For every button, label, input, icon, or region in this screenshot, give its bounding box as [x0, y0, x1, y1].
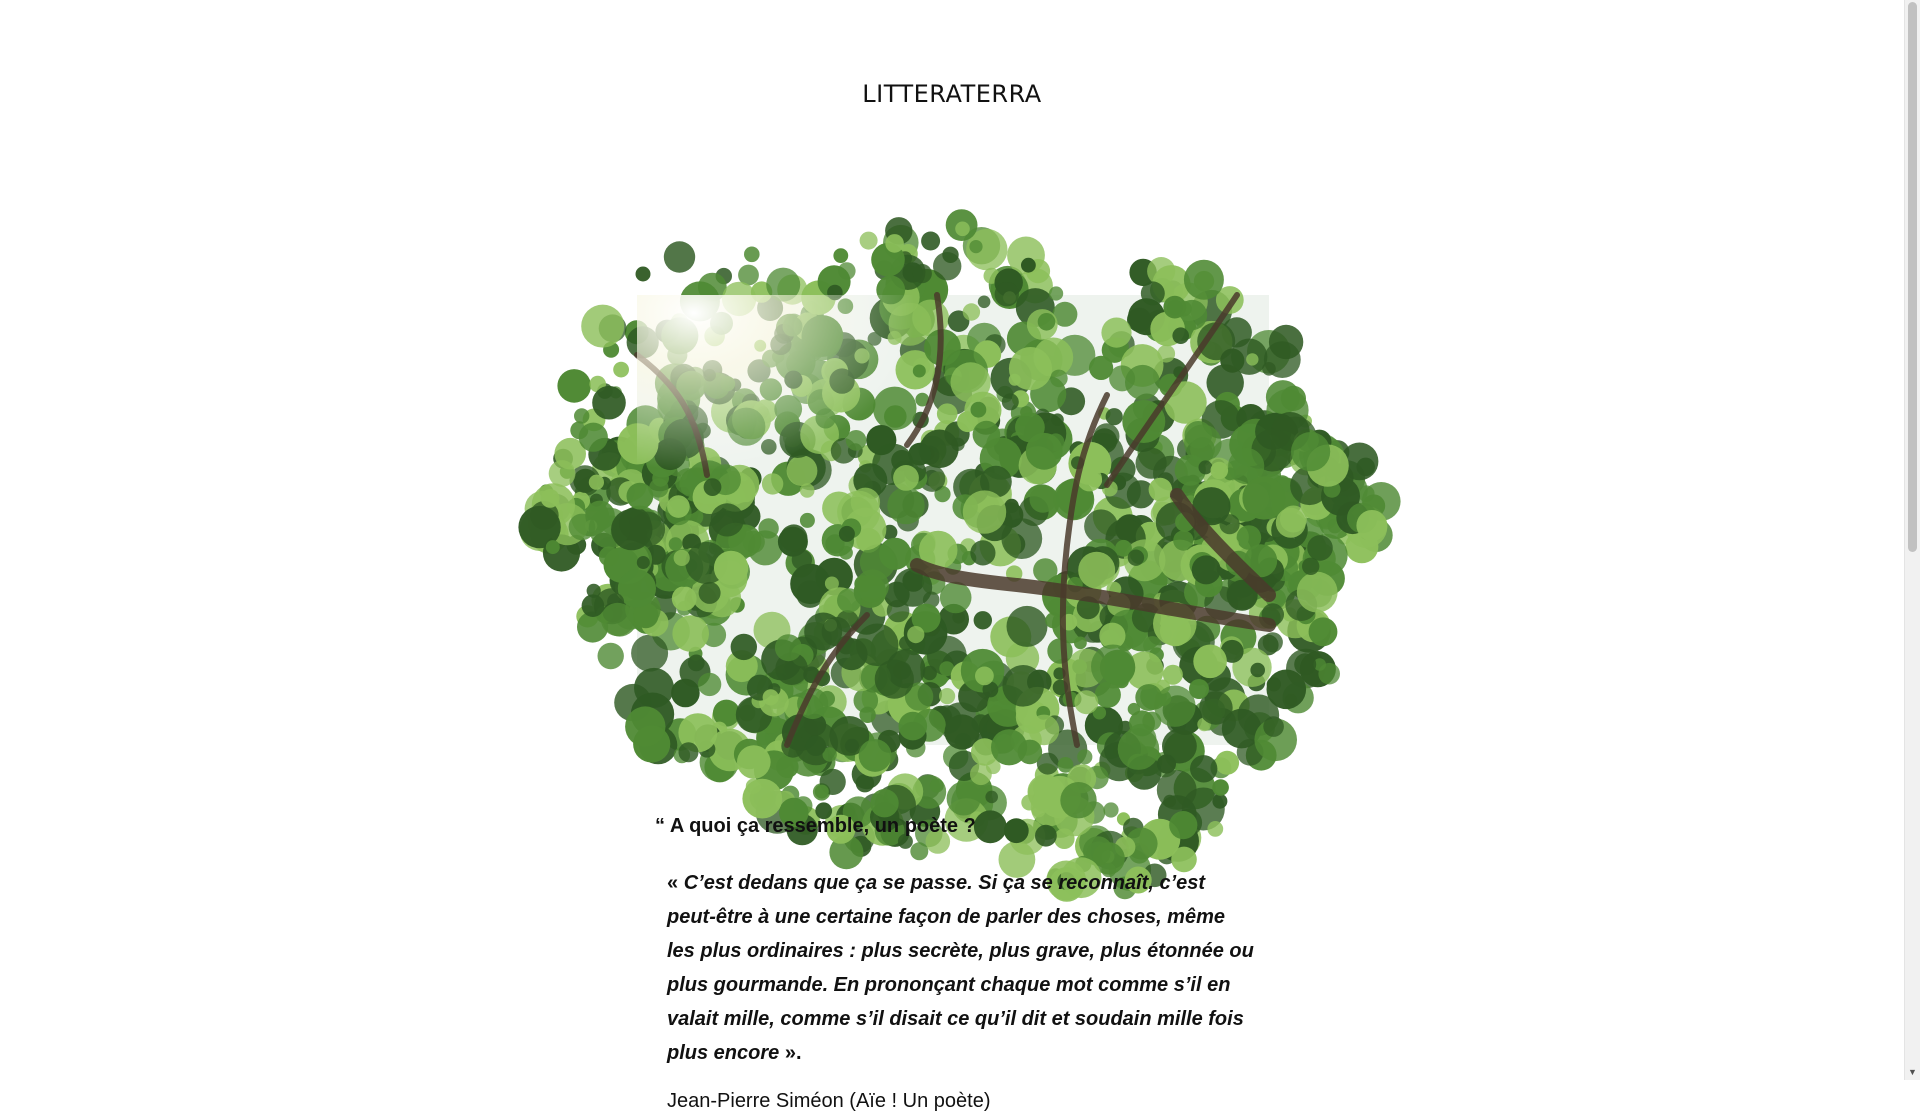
site-title-link[interactable]: LITTERATERRA	[862, 80, 1042, 108]
vertical-scrollbar[interactable]	[1904, 0, 1920, 1080]
quote-body	[667, 866, 1257, 1070]
quote-section	[655, 815, 1255, 1113]
quote-author: Jean-Pierre Siméon (Aïe ! Un poète)	[667, 1090, 991, 1112]
quote-open-mark: «	[667, 872, 684, 894]
scroll-down-arrow-icon[interactable]: ▼	[1908, 1067, 1917, 1077]
hero-image	[637, 295, 1269, 745]
quote-text: C’est dedans que ça se passe. Si ça se reconnaît, c’est peut-être à une certaine façon de parler des choses, même les plus ordinaires : plus secrète, plus grave, plus étonnée ou plus gourmande. En prononçant chaque mot comme s’il en valait mille, comme s’il disait ce qu’il dit et soudain mille fois plus encore	[667, 872, 1254, 1064]
scrollbar-thumb[interactable]	[1908, 2, 1917, 552]
tree-canopy-illustration	[637, 295, 1269, 745]
quote-heading: “ A quoi ça ressemble, un poète ?	[655, 815, 976, 837]
quote-close-mark: ».	[779, 1042, 802, 1064]
